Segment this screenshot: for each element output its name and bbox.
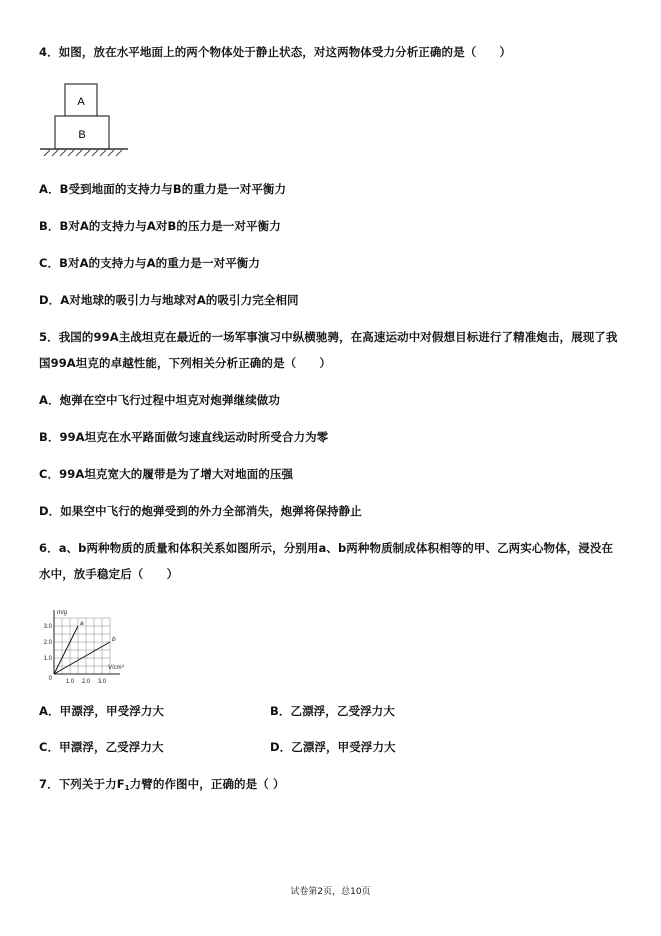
q6-option-b: B．乙漂浮，乙受浮力大 (270, 704, 395, 718)
q4-blocks-figure (40, 80, 130, 160)
q6-mass-volume-chart (34, 596, 154, 688)
q6-stem-line2: 水中，放手稳定后（ ） (39, 567, 179, 581)
x-tick-label: 2.0 (81, 679, 91, 685)
block-a-label: A (77, 96, 85, 108)
q6-option-c: C．甲漂浮，乙受浮力大 (39, 740, 164, 754)
q4-option-b: B．B对A的支持力与A对B的压力是一对平衡力 (39, 219, 281, 233)
origin-label: 0 (48, 676, 52, 682)
x-tick-label: 3.0 (97, 679, 107, 685)
y-tick-label: 1.0 (43, 656, 52, 662)
x-axis-label: V/cm³ (108, 665, 124, 671)
y-tick-label: 2.0 (43, 640, 52, 646)
q7-stem-suffix: 力臂的作图中，正确的是（ ） (129, 777, 285, 791)
q5-stem-line1: 5．我国的99A主战坦克在最近的一场军事演习中纵横驰骋，在高速运动中对假想目标进行了精准炮击，展现了我 (39, 330, 618, 344)
q5-stem-line2: 国99A坦克的卓越性能，下列相关分析正确的是（ ） (39, 356, 332, 370)
q6-option-a: A．甲漂浮，甲受浮力大 (39, 704, 164, 718)
x-tick-label: 1.0 (65, 679, 75, 685)
q6-stem-line1: 6．a、b两种物质的质量和体积关系如图所示，分别用a、b两种物质制成体积相等的甲、乙两实心物体，浸没在 (39, 541, 614, 555)
block-b-label: B (78, 129, 86, 141)
q7-stem-subscript: 1 (124, 784, 130, 792)
q5-option-b: B．99A坦克在水平路面做匀速直线运动时所受合力为零 (39, 430, 329, 444)
q4-option-a: A．B受到地面的支持力与B的重力是一对平衡力 (39, 182, 287, 196)
q4-stem: 4．如图，放在水平地面上的两个物体处于静止状态，对这两物体受力分析正确的是（ ） (39, 45, 512, 59)
ground-hatch (44, 150, 122, 156)
q5-option-d: D．如果空中飞行的炮弹受到的外力全部消失，炮弹将保持静止 (39, 504, 362, 518)
y-axis-label: m/g (57, 610, 68, 616)
y-tick-label: 3.0 (43, 624, 52, 630)
series-label-b: b (112, 636, 116, 643)
q5-option-a: A．炮弹在空中飞行过程中坦克对炮弹继续做功 (39, 393, 280, 407)
q7-stem (39, 776, 285, 792)
q6-option-d: D．乙漂浮，甲受浮力大 (270, 740, 396, 754)
q5-option-c: C．99A坦克宽大的履带是为了增大对地面的压强 (39, 467, 294, 481)
q4-option-c: C．B对A的支持力与A的重力是一对平衡力 (39, 256, 261, 270)
q7-stem-prefix: 7．下列关于力F (39, 777, 125, 791)
series-label-a: a (80, 620, 84, 627)
q4-option-d: D．A对地球的吸引力与地球对A的吸引力完全相同 (39, 293, 299, 307)
page-footer: 试卷第2页，总10页 (290, 887, 371, 897)
